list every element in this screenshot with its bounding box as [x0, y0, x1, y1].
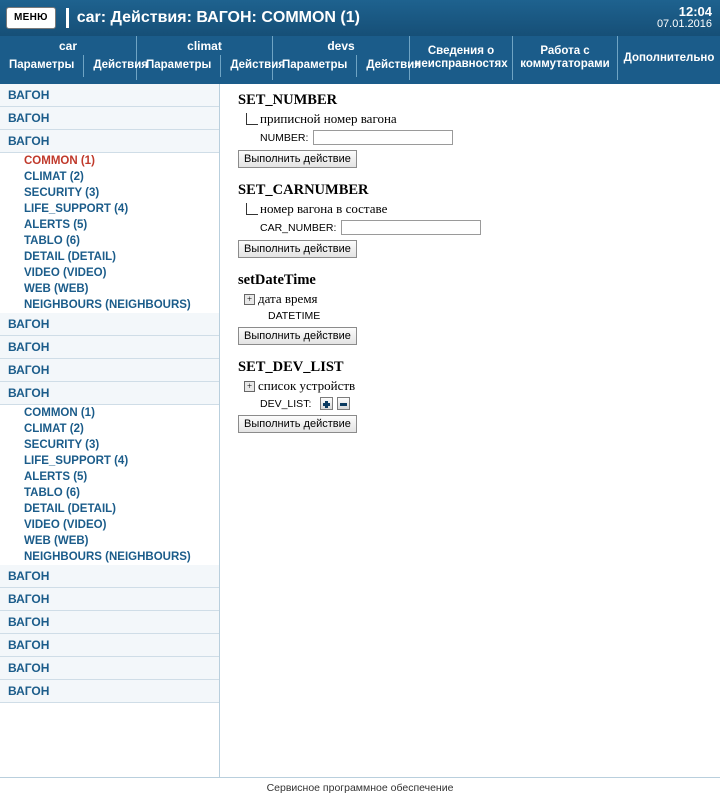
sidebar-group-item[interactable]: ВАГОН [0, 382, 219, 405]
execute-action-button[interactable]: Выполнить действие [238, 415, 357, 433]
sidebar-item-neighbours-neighbours[interactable]: NEIGHBOURS (NEIGHBOURS) [0, 297, 219, 313]
sidebar-group-item[interactable]: ВАГОН [0, 336, 219, 359]
nav-group-devs [273, 36, 421, 80]
sidebar-group-item[interactable]: ВАГОН [0, 611, 219, 634]
page-title: car: Действия: ВАГОН: COMMON (1) [66, 8, 360, 28]
action-description: номер вагона в составе [260, 201, 388, 216]
sidebar-group-item[interactable]: ВАГОН [0, 634, 219, 657]
action-description: дата время [258, 291, 318, 306]
remove-item-icon[interactable] [337, 397, 350, 410]
sidebar-group-item[interactable]: ВАГОН [0, 657, 219, 680]
nav-switches[interactable]: Работа с коммутаторами [513, 36, 618, 80]
action-name: SET_CARNUMBER [238, 182, 369, 198]
action-name: SET_NUMBER [238, 92, 338, 108]
action-block [238, 182, 710, 258]
nav-group-devs-title: devs [327, 39, 355, 53]
nav-group-climat [137, 36, 285, 80]
sidebar-item-common-1[interactable]: COMMON (1) [0, 405, 219, 421]
nav-climat-parameters[interactable]: Параметры [146, 59, 212, 71]
sidebar-group-item[interactable]: ВАГОН [0, 588, 219, 611]
sidebar-item-video-video[interactable]: VIDEO (VIDEO) [0, 517, 219, 533]
action-description: список устройств [258, 378, 356, 393]
add-item-icon[interactable] [320, 397, 333, 410]
sidebar [0, 84, 220, 777]
field-row [260, 397, 710, 410]
actions-panel [220, 84, 720, 777]
footer: Сервисное программное обеспечение [0, 777, 720, 797]
field-label: DEV_LIST: [260, 397, 312, 410]
nav-group-climat-title: climat [187, 39, 222, 53]
page-body [0, 84, 720, 777]
sidebar-group-item[interactable]: ВАГОН [0, 680, 219, 703]
nav-car-actions[interactable]: Действия [83, 55, 157, 77]
nav-group-car [0, 36, 148, 80]
sidebar-item-detail-detail[interactable]: DETAIL (DETAIL) [0, 249, 219, 265]
action-description-row [238, 201, 710, 217]
field-label: CAR_NUMBER: [260, 221, 337, 234]
sidebar-item-security-3[interactable]: SECURITY (3) [0, 185, 219, 201]
field-row [260, 130, 710, 145]
action-name: SET_DEV_LIST [238, 359, 344, 375]
menu-button[interactable]: МЕНЮ [6, 7, 56, 29]
sidebar-item-neighbours-neighbours[interactable]: NEIGHBOURS (NEIGHBOURS) [0, 549, 219, 565]
action-block [238, 359, 710, 433]
sidebar-group-item[interactable]: ВАГОН [0, 130, 219, 153]
clock-time: 12:04 [678, 4, 712, 19]
sidebar-item-climat-2[interactable]: CLIMAT (2) [0, 169, 219, 185]
execute-action-button[interactable]: Выполнить действие [238, 150, 357, 168]
sidebar-item-life-support-4[interactable]: LIFE_SUPPORT (4) [0, 453, 219, 469]
field-input[interactable] [341, 220, 481, 235]
sidebar-item-life-support-4[interactable]: LIFE_SUPPORT (4) [0, 201, 219, 217]
execute-action-button[interactable]: Выполнить действие [238, 327, 357, 345]
field-label: DATETIME [268, 310, 321, 322]
nav-faults[interactable]: Сведения о неисправностях [410, 36, 513, 80]
action-description-row [238, 111, 710, 127]
sidebar-group-item[interactable]: ВАГОН [0, 359, 219, 382]
sidebar-group-item[interactable]: ВАГОН [0, 84, 219, 107]
sidebar-item-security-3[interactable]: SECURITY (3) [0, 437, 219, 453]
expand-plus-icon[interactable]: + [244, 381, 255, 392]
action-description-row [238, 291, 710, 307]
sidebar-item-alerts-5[interactable]: ALERTS (5) [0, 469, 219, 485]
tree-elbow-icon [246, 203, 258, 215]
sidebar-item-video-video[interactable]: VIDEO (VIDEO) [0, 265, 219, 281]
nav-devs-actions[interactable]: Действия [356, 55, 430, 77]
nav-car-parameters[interactable]: Параметры [9, 59, 75, 71]
nav-devs-parameters[interactable]: Параметры [282, 59, 348, 71]
sidebar-group-item[interactable]: ВАГОН [0, 313, 219, 336]
action-block [238, 92, 710, 168]
sidebar-item-tablo-6[interactable]: TABLO (6) [0, 233, 219, 249]
sidebar-item-climat-2[interactable]: CLIMAT (2) [0, 421, 219, 437]
action-block [238, 272, 710, 345]
sidebar-group-item[interactable]: ВАГОН [0, 565, 219, 588]
action-description: приписной номер вагона [260, 111, 397, 126]
tree-elbow-icon [246, 113, 258, 125]
field-input[interactable] [313, 130, 453, 145]
sidebar-item-detail-detail[interactable]: DETAIL (DETAIL) [0, 501, 219, 517]
sidebar-item-web-web[interactable]: WEB (WEB) [0, 533, 219, 549]
main-navigation [0, 36, 720, 84]
sidebar-item-alerts-5[interactable]: ALERTS (5) [0, 217, 219, 233]
app-header [0, 0, 720, 36]
action-name: setDateTime [238, 272, 316, 288]
sidebar-item-web-web[interactable]: WEB (WEB) [0, 281, 219, 297]
execute-action-button[interactable]: Выполнить действие [238, 240, 357, 258]
clock [657, 5, 712, 31]
field-row [260, 220, 710, 235]
nav-climat-actions[interactable]: Действия [220, 55, 294, 77]
nav-additional[interactable]: Дополнительно [623, 51, 715, 64]
expand-plus-icon[interactable]: + [244, 294, 255, 305]
clock-date: 07.01.2016 [656, 18, 712, 30]
sidebar-group-item[interactable]: ВАГОН [0, 107, 219, 130]
sidebar-item-common-1[interactable]: COMMON (1) [0, 153, 219, 169]
sidebar-item-tablo-6[interactable]: TABLO (6) [0, 485, 219, 501]
action-description-row [238, 378, 710, 394]
nav-group-car-title: car [58, 39, 78, 53]
field-label: NUMBER: [260, 131, 309, 144]
